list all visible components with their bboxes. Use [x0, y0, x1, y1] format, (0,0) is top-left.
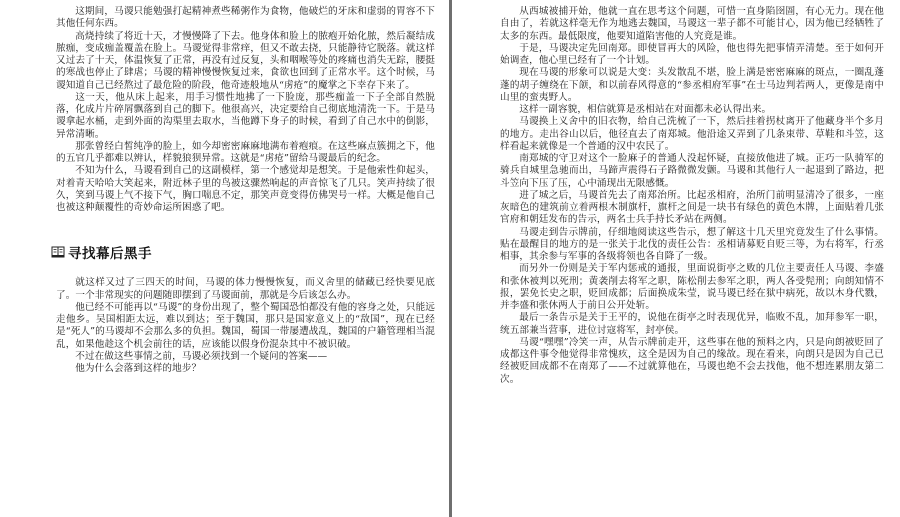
right-page	[452, 0, 900, 517]
right-paragraph: 从西城被捕开始，他就一直在思考这个问题，可惜一直身陷囹圄，有心无力。现在他自由了，若就这样毫无作为地逃去魏国，马谡这一辈子都不可能甘心，因为他已经牺牲了太多的东西。最低限度，他要知道陷害他的人究竟是谁。	[500, 6, 884, 42]
left-page	[0, 0, 449, 517]
left-paragraph: 他为什么会落到这样的地步？	[75, 363, 202, 374]
left-paragraph: 就这样又过了三四天的时间，马谡的体力慢慢恢复，而义舍里的储藏已经快要见底了。一个非常现实的问题随即摆到了马谡面前，那就是今后该怎么办。	[56, 277, 435, 301]
right-paragraph: 这样一副容貌，相信就算是丞相站在对面都未必认得出来。	[519, 104, 772, 115]
right-paragraph: 于是，马谡决定先回南郑。即使冒再大的风险，他也得先把事情弄清楚。至于如何开始调查，他心里已经有了一个计划。	[500, 42, 884, 66]
left-paragraph: 他已经不可能再以“马谡”的身份出现了，整个蜀国恐怕都没有他的容身之处，只能远走他乡。吴国相距太远，难以到达；至于魏国，那只是国家意义上的“敌国”，现在已经是“死人”的马谡却不会那么多的负担。魏国，蜀国一带屡遭战乱，魏国的户籍管理相当混乱，如果他趁这个机会前往的话，应该能以假身份混杂其中不被识破。	[56, 301, 435, 350]
right-paragraph: 现在马谡的形象可以说是大变：头发散乱不堪，脸上满是密密麻麻的斑点，一圈乱蓬蓬的胡子缠绕在下颌，和以前春风得意的“参丞相府军事”在士马边判若两人，更像是南中山里的蛮夷野人。	[500, 67, 884, 103]
right-paragraph: 最后一条告示是关于王平的，说他在街亭之时表现优异，临败不乱，加拜参军一职，统五部兼当营事，进位讨寇将军，封亭侯。	[500, 312, 884, 336]
section-heading-text: 寻找幕后黑手	[68, 246, 152, 263]
left-paragraph: 这一天，他从床上起来，用手习惯性地拂了一下脸庞，那些痂盖一下子全部自然脱落，化成片片碎屑飘落到自己的脚下。他很高兴，决定要给自己彻底地清洗一下。于是马谡拿起水桶，走到外面的沟渠里去取水，当他蹲下身子的时候，看到了自己水中的倒影，异常清晰。	[56, 91, 435, 140]
left-paragraph: 不过在做这些事情之前，马谡必须找到一个疑问的答案——	[75, 350, 328, 362]
section-heading	[51, 243, 435, 261]
left-paragraph: 这期间，马谡只能勉强打起精神煮些稀粥作为食物，他破烂的牙床和虚弱的胃容不下其他任何东西。	[56, 6, 435, 30]
right-paragraph: 而另外一份则是关于军内惩戒的通报，里面说街亭之败的几位主要责任人马谡、李盛和张休被判以死刑；黄袭削去将军之职，陈松削去参军之职，两人各受髡刑；向朗知情不报，罢免长史之职，贬回成都；后面换成朱莹，说马谡已经在狱中病死，故以木身代戮，并李盛和张休两人于前日公开处斩。	[500, 263, 884, 311]
left-paragraph: 高烧持续了将近十天，才慢慢降了下去。他身体和脸上的脓疱开始化脓，然后凝结成脓痂，变成痂盖覆盖在脸上。马谡觉得非常痒，但又不敢去挠，只能静待它脱落。就这样又过去了十天，体温恢复了正常，再没有过反复，头和咽喉等处的疼痛也消失无踪，腰挺的寒战也停止了肆虐；马谡的精神慢慢恢复过来，食欲也回到了正常水平。这个时候，马谡知道自己已经熬过了最危险的阶段，他奇迹般地从“虏疮”的魔掌之下幸存下来了。	[56, 30, 435, 91]
section-spacer	[56, 214, 435, 243]
book-icon	[51, 245, 65, 259]
left-paragraph: 那张曾经白皙纯净的脸上，如今却密密麻麻地满布着疱痕。在这些麻点簇拥之下，他的五官几乎都难以辨认，样貌狼狈异常。这就是“虏疮”留给马谡最后的纪念。	[56, 140, 435, 164]
right-paragraph: 南郑城的守卫对这个一脸麻子的普通人没起怀疑，直接放他进了城。正巧一队骑军的骑兵自城里急驰而出，马蹄声震得石子路微微发颤。马谡和其他行人一起退到了路边，把斗笠向下压了压，心中涌现出无限感慨。	[500, 153, 884, 189]
right-paragraph: 马谡走到告示牌前，仔细地阅读这些告示，想了解这十几天里究竟发生了什么事情。贴在最醒目的地方的是一张关于北伐的责任公告：丞相请募贬自贬三等，为右将军，行丞相事，其余参与军事的各级将领也各自降了一级。	[500, 226, 884, 262]
left-paragraph: 不知为什么，马谡看到自己的这副模样，第一个感觉却是想笑。于是他索性仰起头，对着青天哈哈大笑起来，附近林子里的鸟被这骤然响起的声音惊飞了几只。笑声持续了很久，笑到马谡上气不接下气，胸口喘息不定，那笑声竟变得仿佛哭号一样。大概是他自己也被这种颠覆性的奇妙命运所困惑了吧。	[56, 165, 435, 213]
right-paragraph: 马谡换上义舍中的旧衣物，给自己洗梳了一下，然后挂着拐杖离开了他藏身半个多月的地方。走出谷山以后，他径直去了南郑城。他沿途又弄到了几条束带、草鞋和斗笠，这样看起来就像是一个普通的汉中农民了。	[500, 116, 884, 152]
right-paragraph: 进了城之后，马谡首先去了南郑治所。比起丞相府，治所门前明显清冷了很多，一座灰暗色的建筑前立着两根木制旗杆，旗杆之间是一块书有绿色的黄色木牌，上面贴着几张官府和朝廷发布的告示，两名士兵手持长矛站在两侧。	[500, 189, 884, 226]
right-paragraph: 马谡“嘿嘿”冷笑一声，从告示牌前走开，这些事在他的预料之内，只是向朗被贬回了成都这件事令他觉得非常愧疚，这全是因为自己的缘故。现在看来，向朗只是因为自己已经被贬回成都不在南郑了——不过就算他在，马谡也绝不会去找他，他不想连累朋友第二次。	[500, 336, 884, 385]
